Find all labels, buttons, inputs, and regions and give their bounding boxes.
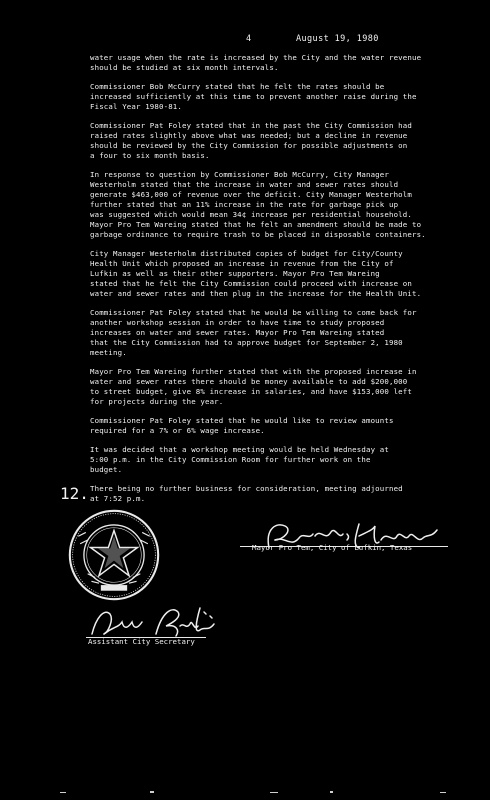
paragraph-workshop-session: Commissioner Pat Foley stated that he would be willing to come back for another workshop session in order to have time to study proposed increases on water and sewer rates. Mayor Pro Tem Wareing stated that the City Commission had to approve budget for September 2, 1980 meeting. (90, 308, 417, 357)
paragraph-mccurry-rates: Commissioner Bob McCurry stated that he felt the rates should be increased sufficiently at this time to prevent another raise during the Fiscal Year 1980-81. (90, 82, 417, 111)
city-seal-icon (67, 508, 161, 602)
paragraph-westerholm-revenue: In response to question by Commissioner Bob McCurry, City Manager Westerholm stated that the increase in water and sewer rates should generate $463,000 of revenue over the deficit. City Manager Westerholm further stated that an 11% increase in the rate for garbage pick up was suggested which would mean 34¢ increase per residential household. Mayor Pro Tem Wareing stated that he felt an amendment should be made to garbage ordinance to require trash to be placed in disposable containers. (90, 170, 426, 239)
paragraph-street-budget: Mayor Pro Tem Wareing further stated that with the proposed increase in water and sewer rates there should be money available to add $200,000 to street budget, give 8% increase in salaries, and have $153,000 left for projects during the year. (90, 367, 417, 406)
paragraph-foley-past-rates: Commissioner Pat Foley stated that in the past the City Commission had raised rates slightly above what was needed; but a decline in revenue should be reviewed by the City Commission for possible adjustments on a four to six month basis. (90, 121, 412, 160)
mayor-caption: Mayor Pro Tem, City of Lufkin, Texas (252, 543, 413, 552)
page-number: 4 (246, 34, 252, 44)
agenda-item-adjourn (60, 484, 435, 504)
item-number: 12. (60, 484, 89, 503)
paragraph-wage-increase: Commissioner Pat Foley stated that he would like to review amounts required for a 7% or 6% wage increase. (90, 416, 394, 435)
minutes-body (60, 53, 435, 513)
paragraph-water-usage: water usage when the rate is increased by the City and the water revenue should be studied at six month intervals. (90, 53, 422, 72)
secretary-signature-icon (86, 604, 226, 640)
paragraph-health-unit: City Manager Westerholm distributed copies of budget for City/County Health Unit which proposed an increase in revenue from the City of Lufkin as well as their other supporters. Mayor Pro Tem Wareing stated that he felt the City Commission could proceed with increase on water and sewer rates and then plug in the increase for the Health Unit. (90, 249, 422, 298)
item-text: There being no further business for consideration, meeting adjourned at 7:52 p.m. (90, 484, 403, 503)
secretary-caption: Assistant City Secretary (88, 637, 195, 646)
scan-edge-noise (0, 790, 490, 796)
paragraph-workshop-decision: It was decided that a workshop meeting would be held Wednesday at 5:00 p.m. in the City Commission Room for further work on the budget. (90, 445, 389, 474)
meeting-date: August 19, 1980 (296, 34, 379, 44)
